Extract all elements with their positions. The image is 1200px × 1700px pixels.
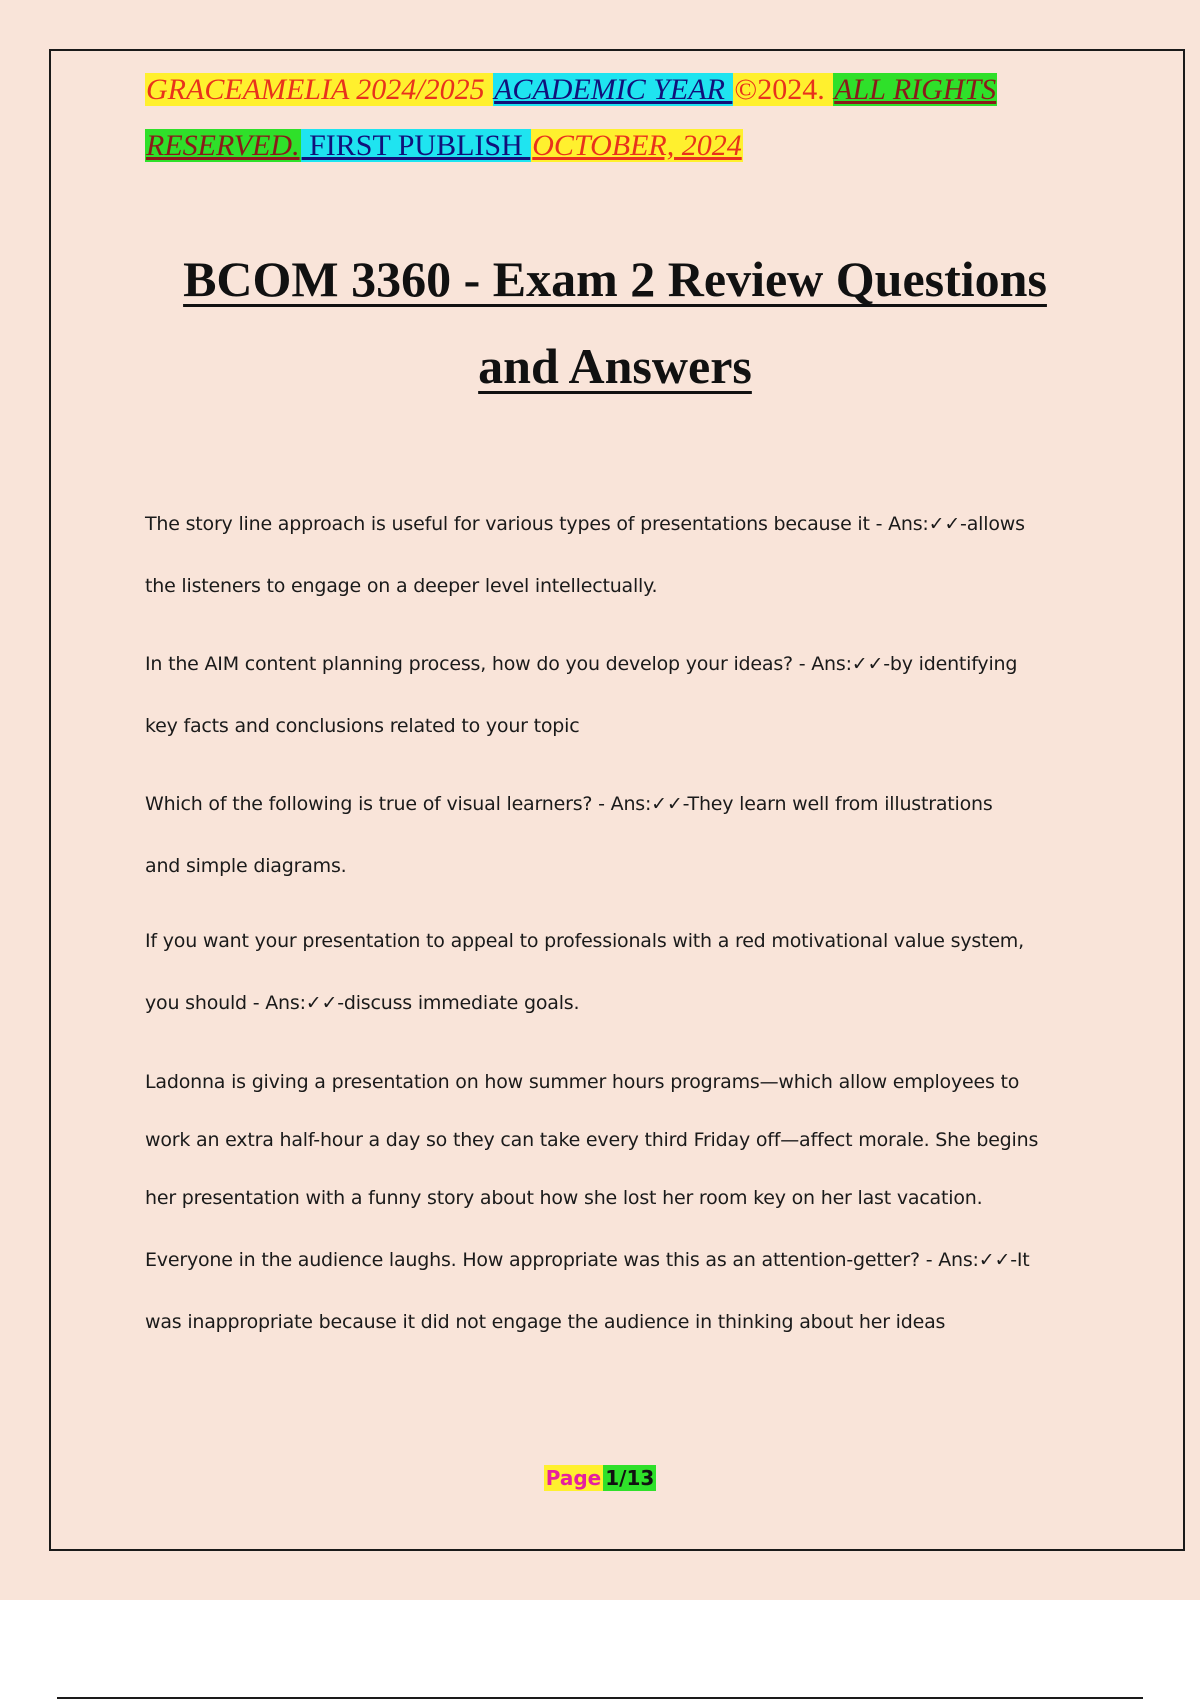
header-first-publish: FIRST PUBLISH [301,129,531,162]
header-reserved: RESERVED. [146,129,300,162]
qa-item-3 [145,788,1105,912]
next-page-divider [57,1697,1143,1699]
qa-line: her presentation with a funny story about how she lost her room key on her last vacation. [145,1187,983,1209]
copyright-header-line-2 [145,126,1125,166]
document-title-line-2 [130,337,1100,395]
qa-item-1 [145,508,1105,632]
header-all-rights: ALL RIGHTS [834,73,997,106]
qa-line: Everyone in the audience laughs. How appropriate was this as an attention-getter? - Ans:✓✓-It [145,1249,1030,1271]
title-text-2: and Answers [478,338,752,394]
header-author-year: GRACEAMELIA 2024/2025 [146,73,493,106]
qa-line: work an extra half-hour a day so they can take every third Friday off—affect morale. She begins [145,1129,1039,1151]
page-label: Page [545,1466,602,1490]
qa-line: Ladonna is giving a presentation on how summer hours programs—which allow employees to [145,1071,1020,1093]
header-academic-year: ACADEMIC YEAR [494,73,733,106]
qa-line: Which of the following is true of visual learners? - Ans:✓✓-They learn well from illustrations [145,793,993,815]
qa-item-4 [145,925,1105,1049]
qa-item-2 [145,648,1105,772]
qa-line: In the AIM content planning process, how do you develop your ideas? - Ans:✓✓-by identifying [145,653,1018,675]
title-text-1: BCOM 3360 - Exam 2 Review Questions [183,251,1047,307]
qa-item-5 [145,1066,1105,1368]
qa-line: If you want your presentation to appeal to professionals with a red motivational value system, [145,930,1024,952]
page-footer [0,1466,1200,1490]
qa-line: The story line approach is useful for various types of presentations because it - Ans:✓✓-allows [145,513,1025,535]
page-number: 1/13 [605,1466,655,1490]
document-title-line-1 [130,250,1100,308]
qa-line: and simple diagrams. [145,855,347,877]
header-copyright: ©2024. [734,73,833,106]
qa-line: was inappropriate because it did not engage the audience in thinking about her ideas [145,1311,946,1333]
header-publish-date: OCTOBER, 2024 [532,129,742,162]
copyright-header-line-1 [145,70,1125,110]
qa-line: you should - Ans:✓✓-discuss immediate goals. [145,992,580,1014]
qa-line: the listeners to engage on a deeper level intellectually. [145,575,658,597]
qa-line: key facts and conclusions related to your topic [145,715,580,737]
